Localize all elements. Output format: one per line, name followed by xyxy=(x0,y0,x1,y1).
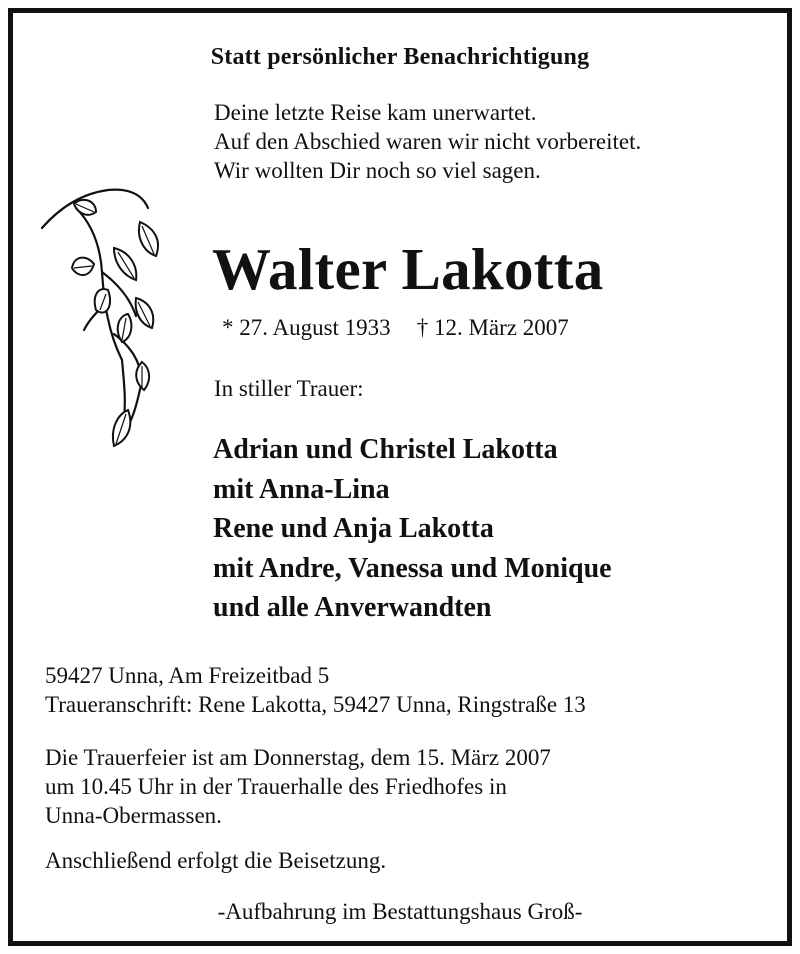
mourners-list xyxy=(213,430,612,628)
address-block xyxy=(45,661,586,719)
poem-line: Deine letzte Reise kam unerwartet. xyxy=(214,100,537,125)
home-address: 59427 Unna, Am Freizeitbad 5 xyxy=(45,663,330,688)
life-dates xyxy=(222,313,569,342)
poem-line: Auf den Abschied waren wir nicht vorbereitet. xyxy=(214,129,642,154)
mourner-line: mit Andre, Vanessa und Monique xyxy=(213,552,612,584)
birch-branch-icon xyxy=(38,182,173,462)
service-line: um 10.45 Uhr in der Trauerhalle des Friedhofes in xyxy=(45,774,507,799)
mourner-line: mit Anna-Lina xyxy=(213,473,390,505)
service-line: Die Trauerfeier ist am Donnerstag, dem 15. März 2007 xyxy=(45,745,551,770)
condolence-address: Traueranschrift: Rene Lakotta, 59427 Unna, Ringstraße 13 xyxy=(45,692,586,717)
poem-line: Wir wollten Dir noch so viel sagen. xyxy=(214,158,541,183)
birth-date: * 27. August 1933 xyxy=(222,315,391,340)
death-date: † 12. März 2007 xyxy=(416,315,569,340)
funeral-service-info xyxy=(45,743,551,830)
poem xyxy=(214,98,641,185)
notice-heading: Statt persönlicher Benachrichtigung xyxy=(210,44,590,70)
mourner-line: und alle Anverwandten xyxy=(213,592,492,623)
laying-out-info: -Aufbahrung im Bestattungshaus Groß- xyxy=(217,899,583,924)
service-line: Unna-Obermassen. xyxy=(45,803,222,828)
deceased-name: Walter Lakotta xyxy=(212,236,604,302)
burial-info: Anschließend erfolgt die Beisetzung. xyxy=(45,848,387,873)
mourning-intro: In stiller Trauer: xyxy=(214,376,364,401)
mourner-line: Adrian und Christel Lakotta xyxy=(213,434,558,465)
mourner-line: Rene und Anja Lakotta xyxy=(213,513,494,544)
